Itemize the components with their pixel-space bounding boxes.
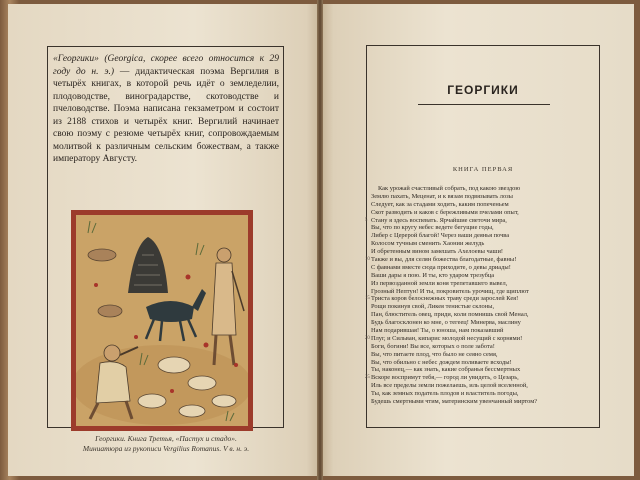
verse-line-text: Скот разводить и каков с бережливыми пчелами опыт,: [371, 208, 519, 216]
illustration-caption: [52, 434, 280, 454]
verse-line: [371, 366, 603, 374]
verse-line-number: 25: [365, 375, 370, 381]
verse-line: [371, 288, 603, 296]
verse-line: [371, 280, 603, 288]
verse-line-text: Вы, что обильно с небес дождем поливаете всходы!: [371, 358, 512, 366]
verse-line-text: Грозный Нептун! И ты, покровитель урочищ, где щиплют: [371, 287, 529, 295]
verse-line: [371, 311, 603, 319]
verse-line-text: Следует, как за стадами ходить, каким попеченьем: [371, 200, 509, 208]
verse-line: [371, 351, 603, 359]
intro-latin-note: (Georgica, скорее всего относится к 29 году до н. э.): [53, 54, 279, 77]
verse-line-text: Нам подарившая! Ты, о юноша, нам показавший: [371, 327, 504, 335]
intro-paragraph: [53, 53, 279, 166]
verse-line-text: Вы, что по кругу небес ведете бегущие годы,: [371, 224, 494, 232]
verse-line: [365, 295, 603, 303]
verse-line: [371, 240, 603, 248]
intro-body-text: — дидактическая поэма Вергилия в четырёх книгах, в которой речь идёт о земледелии, плодоводстве, виноградарстве, скотоводстве и пчеловодстве. Поэма написана гекзаметром и состоит из 2188 стихов и четырёх книг. Вергилий начинает свою поэму с резюме четырёх книг, сопровождаемым молитвой к различным сельским божествам, а также императору Августу.: [53, 66, 279, 164]
miniature-illustration: [71, 210, 253, 431]
title-divider: [418, 104, 550, 105]
verse-line: [371, 319, 603, 327]
verse-line-text: Ваши дары я пою. И ты, кто ударом трезубца: [371, 271, 495, 279]
verse-line: [365, 256, 603, 264]
verse-line: [365, 216, 603, 225]
verse-line-text: Будешь смертными чтим, материнским увенчанный миртом?: [371, 398, 538, 406]
verse-line-text: Как урожай счастливый собрать, под какою звездою: [378, 185, 521, 192]
verse-line: [371, 209, 603, 217]
verse-line-text: С фавнами вместе сюда приходите, о девы дриады!: [371, 263, 511, 271]
verse-line: [371, 398, 603, 406]
verse-line: [365, 374, 603, 382]
page-title: ГЕОРГИКИ: [447, 83, 519, 97]
verse-line-text: Также и вы, для селян божества благодатные, фавны!: [371, 256, 517, 264]
verse-line: [371, 264, 603, 272]
verse-line-text: Колосом тучным сменить Хаонии желудь: [371, 240, 485, 248]
verse-line: [371, 224, 603, 232]
verse-list: [365, 185, 603, 406]
verse-line: [371, 343, 603, 351]
book-heading: КНИГА ПЕРВАЯ: [452, 166, 514, 173]
verse-line-text: И обретенным вином замешать Ахелоевы чаши!: [371, 248, 504, 256]
verse-line: [371, 327, 603, 335]
intro-work-title: «Георгики»: [53, 54, 99, 64]
verse-line: [371, 185, 603, 193]
verse-line-number: 10: [365, 257, 370, 263]
verse-line-text: Стану я здесь воспевать. Ярчайшие светочи мира,: [371, 216, 507, 224]
verse-line: [371, 272, 603, 280]
verse-line-number: 15: [365, 296, 370, 302]
verse-line: [371, 232, 603, 240]
verse-line-text: Землю пахать, Меценат, и к вязам подвязывать лозы: [371, 192, 513, 200]
verse-line-text: Триста коров белоснежных траву среди зарослей Кея!: [371, 295, 519, 303]
verse-line-text: Либер с Церерой благой! Через ваши деянья почва: [371, 232, 510, 240]
verse-line: [371, 201, 603, 209]
verse-line-text: Вскоре воспримут тебя,— город ли увидеть, о Цезарь,: [371, 374, 519, 382]
verse-line-text: Из первозданной земли коня трепетавшего вывел,: [371, 279, 508, 287]
verse-line: [371, 359, 603, 367]
verse-line-text: Боги, богини! Вы все, которых о поле забота!: [371, 342, 495, 350]
verse-line-number: 20: [365, 335, 370, 341]
verse-line-text: Ты, наконец,— как знать, какие собранья бессмертных: [371, 366, 521, 374]
shepherd-and-flock-picture: [76, 215, 248, 426]
verse-line: [371, 193, 603, 201]
verse-line-text: Будь благосклонен ко мне, о тегеец! Минерва, маслину: [371, 319, 521, 327]
verse-line-text: Иль все пределы земли пожелаешь, иль целой вселенной,: [371, 382, 528, 390]
verse-line: [371, 390, 603, 398]
verse-line-text: Ты, как земных податель плодов и властитель погоды,: [371, 390, 519, 398]
verse-line: [371, 382, 603, 390]
book-gutter: [317, 0, 323, 480]
verse-line-text: Пан, блюститель овец, приди, коли помнишь свой Менал,: [371, 311, 529, 319]
verse-line: [371, 248, 603, 256]
verse-line: [365, 334, 603, 343]
verse-line-number: 5: [365, 217, 368, 223]
verse-line: [371, 303, 603, 311]
verse-line-text: Вы, что питаете плод, что было не сеяно семя,: [371, 350, 498, 358]
caption-line-1: Георгики. Книга Третья, «Пастух и стадо».: [95, 434, 237, 443]
verse-line-text: Плуг, и Сильван, кипарис молодой несущий с корнями!: [371, 334, 523, 342]
caption-line-2: Миниатюра из рукописи Vergilius Romanus. V в. н. э.: [82, 444, 250, 453]
verse-line-text: Рощи покинув свой, Ликея тенистые склоны,: [371, 303, 495, 311]
